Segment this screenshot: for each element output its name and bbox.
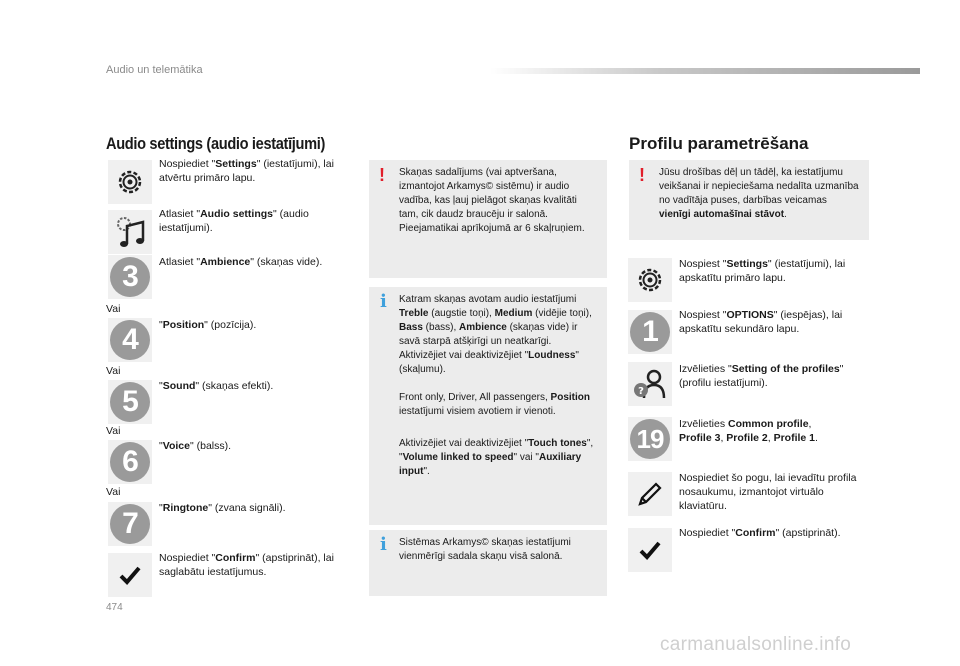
vai-label-4: Vai (106, 486, 121, 498)
watermark: carmanualsonline.info (660, 634, 852, 655)
info-icon: i (380, 291, 387, 312)
vai-label-2: Vai (106, 365, 121, 377)
header-bar (490, 68, 920, 74)
profile-settings-title: Profilu parametrēšana (629, 134, 809, 153)
step-sound: "Sound" (skaņas efekti). (159, 380, 274, 392)
gear-music-icon (113, 214, 147, 250)
info-icon: i (380, 534, 387, 555)
page-number: 474 (106, 602, 123, 613)
number-3-tile: 3 (108, 255, 152, 299)
warning-box-safety: ! Jūsu drošības dēļ un tādēļ, ka iestatījumu veikšanai ir nepieciešama nedalīta uzmanība no vadītāja puses, darbības veicamas vienīgi automašīnai stāvot. (629, 160, 869, 240)
profile-question-icon (632, 366, 668, 402)
settings-tile (108, 160, 152, 204)
number-19-tile: 19 (628, 417, 672, 461)
info-box-audio-params: i Katram skaņas avotam audio iestatījumi Treble (augstie toņi), Medium (vidējie toņi), Bass (bass), Ambience (skaņas vide) ir savā starpā atšķirīgi un neatkarīgi. Aktivizējiet vai deaktivizējiet "Loudness" (skaļumu). Front only, Driver, All passengers, Position iestatījumi visiem avotiem ir vienoti. Aktivizējiet vai deaktivizējiet "Touch tones", "Volume linked to speed" vai "Auxiliary input". (369, 287, 607, 525)
number-1-tile: 1 (628, 310, 672, 354)
edit-tile (628, 472, 672, 516)
svg-text:?: ? (638, 386, 644, 397)
exclamation-icon: ! (379, 165, 385, 185)
number-5-tile: 5 (108, 380, 152, 424)
step-confirm-right: Nospiediet "Confirm" (apstiprināt). (679, 527, 841, 539)
audio-settings-title: Audio settings (audio iestatījumi) (106, 134, 325, 153)
section-title: Audio un telemātika (106, 64, 203, 76)
checkmark-icon (119, 564, 141, 586)
step-settings: Nospiediet "Settings" (iestatījumi), lai atvērtu primāro lapu. (159, 158, 334, 184)
confirm-tile-right (628, 528, 672, 572)
number-4-tile: 4 (108, 318, 152, 362)
info-box-arkamys: i Sistēmas Arkamys© skaņas iestatījumi vienmērīgi sadala skaņu visā salonā. (369, 530, 607, 596)
profile-tile (628, 362, 672, 406)
step-common-profile: Izvēlieties Common profile, Profile 3, Profile 2, Profile 1. (679, 418, 818, 444)
step-ambience: Atlasiet "Ambience" (skaņas vide). (159, 256, 323, 268)
audio-settings-tile (108, 210, 152, 254)
pencil-icon (636, 480, 664, 508)
vai-label-3: Vai (106, 425, 121, 437)
vai-label-1: Vai (106, 303, 121, 315)
step-voice: "Voice" (balss). (159, 440, 232, 452)
checkmark-icon (639, 539, 661, 561)
step-settings-right: Nospiest "Settings" (iestatījumi), lai apskatītu primāro lapu. (679, 258, 846, 284)
confirm-tile (108, 553, 152, 597)
step-ringtone: "Ringtone" (zvana signāli). (159, 502, 286, 514)
step-audio-settings: Atlasiet "Audio settings" (audio iestatījumi). (159, 208, 309, 234)
gear-icon (635, 265, 665, 295)
exclamation-icon: ! (639, 165, 645, 185)
warning-box-sound-distribution: ! Skaņas sadalījums (vai aptveršana, izmantojot Arkamys© sistēmu) ir audio vadība, kas ļauj pielāgot skaņas kvalitāti tam, cik daudz braucēju ir salonā. Pieejamatikai aprīkojumā ar 6 skaļruņiem. (369, 160, 607, 278)
step-enter-name: Nospiediet šo pogu, lai ievadītu profila nosaukumu, izmantojot virtuālo klaviatūru. (679, 472, 857, 512)
number-6-tile: 6 (108, 440, 152, 484)
step-profile-settings: Izvēlieties "Setting of the profiles" (profilu iestatījumi). (679, 363, 844, 389)
settings-tile-right (628, 258, 672, 302)
gear-icon (115, 167, 145, 197)
step-position: "Position" (pozīcija). (159, 319, 257, 331)
step-confirm-left: Nospiediet "Confirm" (apstiprināt), lai saglabātu iestatījumus. (159, 552, 334, 578)
number-7-tile: 7 (108, 502, 152, 546)
step-options: Nospiest "OPTIONS" (iespējas), lai apskatītu sekundāro lapu. (679, 309, 843, 335)
